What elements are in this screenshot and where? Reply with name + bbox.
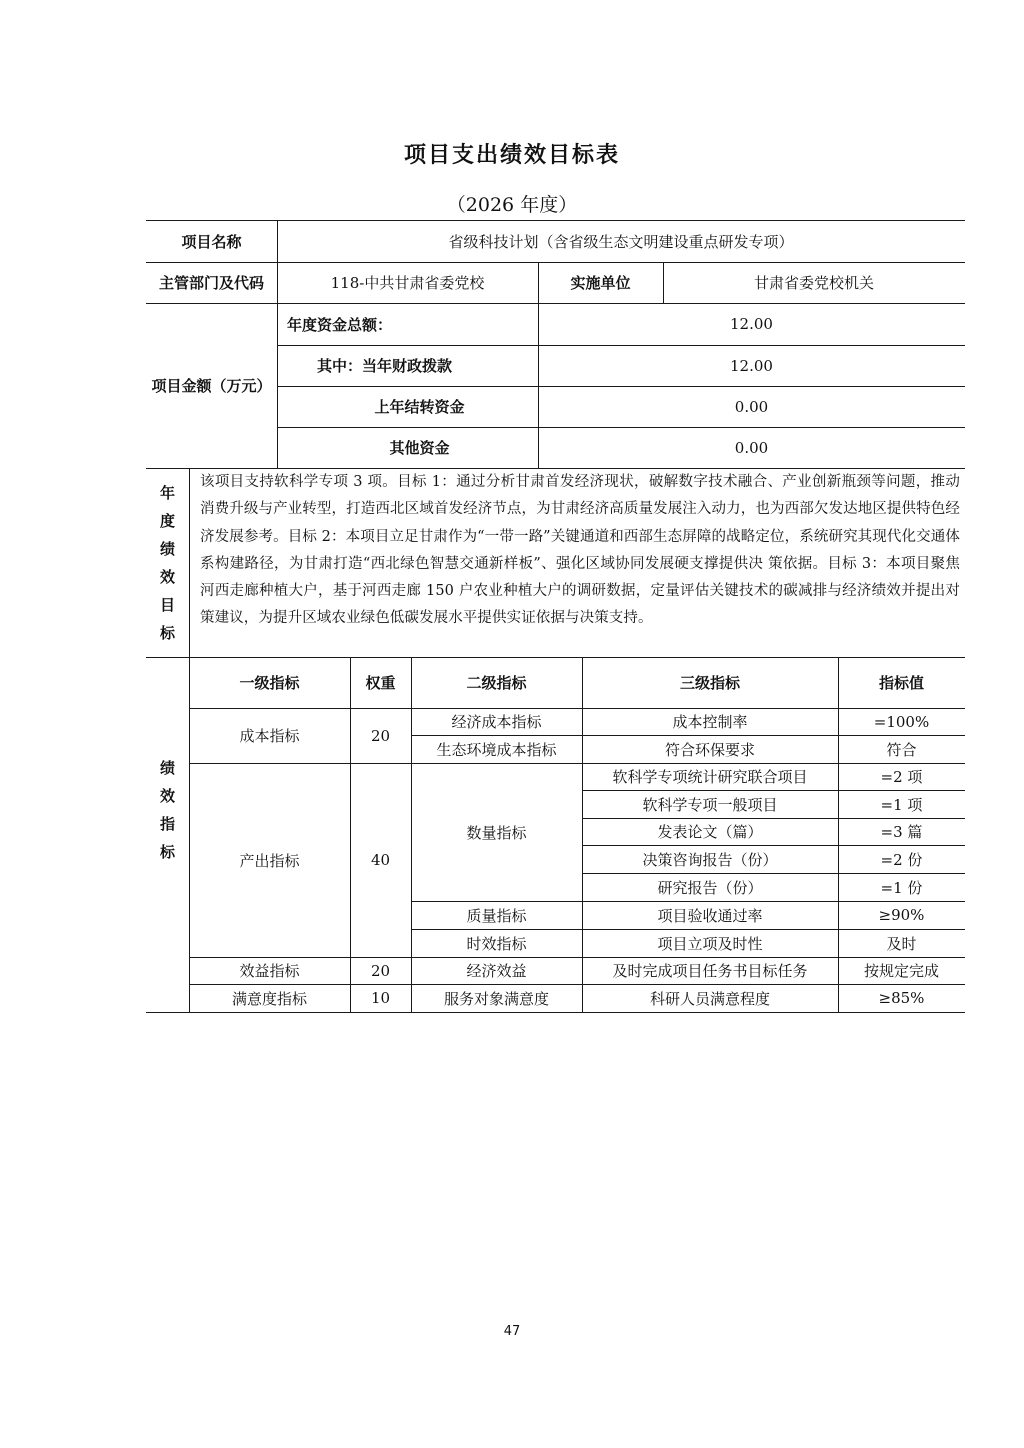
satisfaction-l2: 服务对象满意度 [443,989,549,1008]
satisfaction-weight: 10 [370,989,391,1007]
table-cell-l2: 经济成本指标 [451,713,542,731]
satisfaction-value: ≥85% [878,989,925,1007]
benefit-weight: 20 [370,961,391,980]
table-cell-value: =3 篇 [880,823,923,841]
page-number: 47 [503,1324,521,1339]
table-cell-l3: 成本控制率 [672,713,748,731]
unit-label: 实施单位 [570,274,631,292]
header-weight: 权重 [365,674,396,692]
current-appropriation-label: 其中：当年财政拨款 [317,357,453,375]
timeliness-l2: 时效指标 [466,934,527,953]
header-value: 指标值 [878,674,924,692]
header-level1: 一级指标 [239,674,300,692]
page-subtitle: （2026 年度） [446,194,578,216]
other-funds-value: 0.00 [734,438,769,457]
quality-l2: 质量指标 [466,906,527,925]
timeliness-value: 及时 [886,934,917,953]
satisfaction-l3: 科研人员满意程度 [649,989,770,1008]
unit-value: 甘肃省委党校机关 [753,274,874,292]
output-weight: 40 [370,851,391,869]
current-appropriation-value: 12.00 [730,356,773,375]
table-cell-value: =2 份 [880,850,923,869]
table-cell-l3: 符合环保要求 [664,740,755,759]
project-name-label: 项目名称 [181,232,242,251]
annual-goals-text: 该项目支持软科学专项 3 项。目标 1：通过分析甘肃首发经济现状，破解数字技术融合、产业创新瓶颈等问题，推动消费升级与产业转型，打造西北区域首发经济节点，为甘肃经济高质量发展注入动力，也为西部欠发达地区提供特色经济发展参考。目标 2：本项目立足甘肃作为“一带一路”关键通道和西部生态屏障的战略定位，系统研究其现代化交通体系构建路径，为甘肃打造“西北绿色智慧交通新样板”、强化区域协同发展硬支撑提供决 策依据。目标 3：本项目聚焦河西走廊种植大户，基于河西走廊 150 户农业种植大户的调研数据，定量评估关键技术的碳减排与经济绩效并提出对策建议，为提升区域农业绿色低碳发展水平提供实证依据与决策支持。 [200,474,960,627]
timeliness-l3: 项目立项及时性 [657,934,763,953]
benefit-l1: 效益指标 [239,962,300,980]
table-cell-l3: 软科学专项一般项目 [642,795,778,814]
quality-l3: 项目验收通过率 [657,906,763,925]
quantity-l2: 数量指标 [466,823,527,842]
benefit-value: 按规定完成 [863,962,939,980]
table-cell-l3: 研究报告（份） [657,878,763,897]
table-cell-l3: 软科学专项统计研究联合项目 [612,768,808,786]
header-level2: 二级指标 [466,674,527,692]
cost-weight: 20 [370,726,391,745]
carryover-funds-value: 0.00 [734,397,769,416]
satisfaction-l1: 满意度指标 [231,989,307,1008]
total-funds-value: 12.00 [730,315,773,333]
table-cell-l3: 决策咨询报告（份） [642,850,778,869]
table-cell-l3: 发表论文（篇） [657,823,763,841]
project-name-value: 省级科技计划（含省级生态文明建设重点研发专项） [448,232,794,251]
total-funds-label: 年度资金总额： [287,315,393,334]
other-funds-label: 其他资金 [389,439,450,457]
quality-value: ≥90% [878,906,925,924]
benefit-l3: 及时完成项目任务书目标任务 [612,962,808,980]
annual-goals-label: 年 度 绩 效 目 标 [159,483,175,642]
dept-label: 主管部门及代码 [158,274,264,292]
table-cell-value: =100% [873,712,930,731]
cost-l1: 成本指标 [239,727,300,745]
output-l1: 产出指标 [239,851,300,870]
carryover-funds-label: 上年结转资金 [374,398,465,416]
table-cell-l2: 生态环境成本指标 [436,740,557,759]
amount-label: 项目金额（万元） [151,377,272,395]
performance-indicators-label: 绩 效 指 标 [159,758,175,861]
table-cell-value: =1 份 [880,878,923,897]
table-cell-value: 符合 [886,740,917,759]
table-cell-value: =1 项 [880,795,923,814]
dept-value: 118-中共甘肃省委党校 [330,274,485,292]
header-level3: 三级指标 [679,674,740,692]
benefit-l2: 经济效益 [466,962,527,980]
page-title: 项目支出绩效目标表 [403,142,620,168]
table-cell-value: =2 项 [880,768,923,786]
